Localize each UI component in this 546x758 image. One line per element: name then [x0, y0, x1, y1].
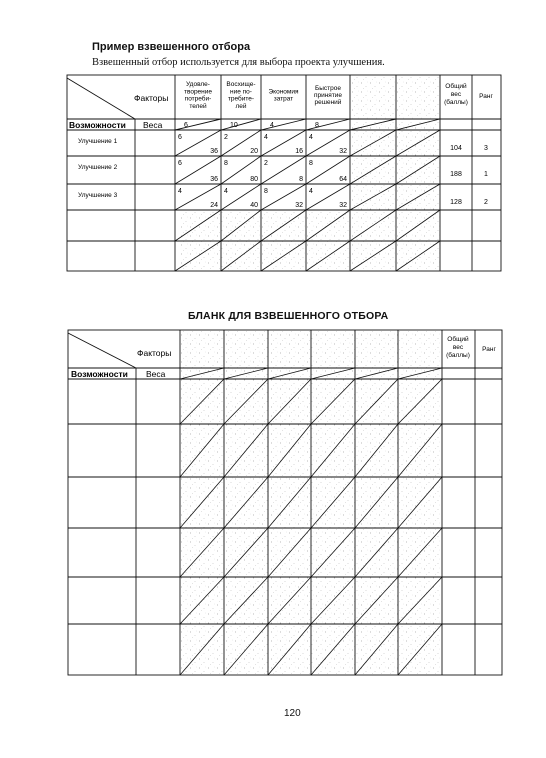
factor-header-line: Экономия [268, 88, 299, 96]
cell-score: 2 [264, 160, 268, 167]
option-total: 104 [450, 145, 462, 152]
option-total: 188 [450, 171, 462, 178]
cell-score: 8 [264, 188, 268, 195]
option-rank: 3 [484, 145, 488, 152]
factor-header-line: затрат [273, 95, 294, 103]
cell-weighted: 36 [210, 148, 218, 155]
factor-header-line: Быстрое [314, 84, 342, 92]
cell-score: 4 [309, 188, 313, 195]
cell-weighted: 20 [250, 148, 258, 155]
factor-header-line: решений [314, 99, 342, 107]
cell-weighted: 40 [250, 202, 258, 209]
example-total-header-1: Общий [445, 83, 467, 90]
cell-weighted: 32 [339, 202, 347, 209]
factor-header-line: телей [189, 102, 207, 110]
cell-weighted: 36 [210, 176, 218, 183]
cell-score: 2 [224, 134, 228, 141]
cell-score: 4 [309, 134, 313, 141]
blank-options-label: Возможности [71, 369, 128, 379]
cell-score: 4 [224, 188, 228, 195]
example-options-label: Возможности [69, 120, 126, 130]
option-rank: 2 [484, 199, 488, 206]
factor-header-line: ние по- [230, 88, 252, 96]
factor-weight: 10 [230, 122, 238, 129]
blank-weights-label: Веса [146, 369, 166, 379]
option-name: Улучшение 2 [78, 164, 118, 171]
example-title: Пример взвешенного отбора [92, 41, 251, 53]
blank-form-table [68, 330, 502, 675]
cell-weighted: 32 [339, 148, 347, 155]
blank-rank-header: Ранг [482, 346, 496, 353]
example-factors-label: Факторы [134, 93, 169, 103]
factor-header-line: творение [183, 88, 213, 96]
factor-header-line: лей [235, 102, 247, 110]
cell-score: 4 [178, 188, 182, 195]
blank-form-title: БЛАНК ДЛЯ ВЗВЕШЕННОГО ОТБОРА [188, 310, 389, 322]
page-number: 120 [284, 708, 301, 719]
factor-header-line: Удовле- [186, 81, 210, 89]
cell-weighted: 80 [250, 176, 258, 183]
cell-score: 8 [224, 160, 228, 167]
cell-weighted: 24 [210, 202, 218, 209]
cell-score: 8 [309, 160, 313, 167]
blank-total-header-3: (баллы) [446, 352, 470, 359]
cell-weighted: 8 [299, 176, 303, 183]
cell-weighted: 64 [339, 176, 347, 183]
factor-header-line: требите- [227, 95, 255, 103]
option-rank: 1 [484, 171, 488, 178]
blank-factors-label: Факторы [137, 348, 172, 358]
example-subtitle: Взвешенный отбор используется для выбора проекта улучшения. [92, 57, 385, 68]
cell-weighted: 32 [295, 202, 303, 209]
example-rank-header: Ранг [479, 93, 493, 100]
blank-total-header-1: Общий [447, 336, 469, 343]
blank-total-header-2: вес [452, 344, 464, 351]
factor-weight: 4 [270, 122, 274, 129]
cell-score: 4 [264, 134, 268, 141]
factor-weight: 8 [315, 122, 319, 129]
cell-score: 6 [178, 134, 182, 141]
example-total-header-3: (баллы) [444, 99, 468, 106]
factor-weight: 6 [184, 122, 188, 129]
option-total: 128 [450, 199, 462, 206]
factor-header-line: потреби- [184, 95, 212, 103]
option-name: Улучшение 1 [78, 138, 118, 145]
example-table [67, 75, 501, 271]
factor-header-line: принятие [313, 92, 343, 99]
option-name: Улучшение 3 [78, 192, 118, 199]
factor-header-line: Восхище- [226, 81, 256, 89]
example-weights-label: Веса [143, 120, 163, 130]
cell-score: 6 [178, 160, 182, 167]
cell-weighted: 16 [295, 148, 303, 155]
example-total-header-2: вес [450, 91, 462, 98]
